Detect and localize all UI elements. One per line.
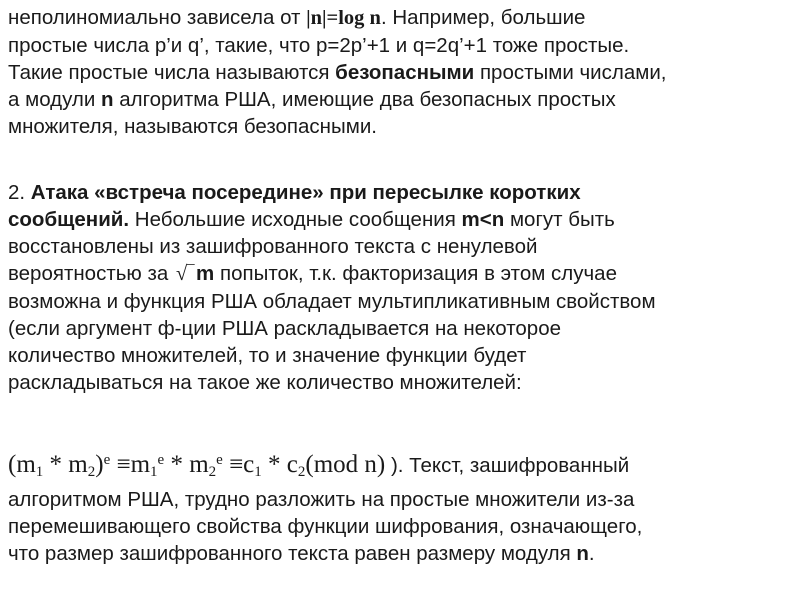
text-line — [8, 179, 794, 206]
text-line — [8, 540, 794, 567]
text-fragment: Небольшие исходные сообщения — [129, 208, 462, 231]
text-fragment: . — [588, 542, 595, 565]
text-fragment: перемешивающего свойства функции шифрования, означающего, — [8, 515, 643, 538]
text-line — [8, 342, 794, 369]
text-fragment: алгоритма РША, имеющие два безопасных простых — [113, 88, 616, 111]
text-fragment: простые числа p’и q’, такие, что p=2p’+1 и q=2q’+1 тоже простые. — [8, 34, 630, 57]
item-number: 2. — [8, 181, 31, 204]
text-line — [8, 233, 794, 260]
text-fragment: а модули — [8, 88, 102, 111]
text-line — [8, 4, 794, 32]
text-fragment: вероятностью за — [8, 262, 174, 285]
attack-heading: Атака «встреча посередине» при пересылке коротких — [30, 181, 581, 204]
text-fragment: попыток, т.к. факторизация в этом случае — [214, 262, 617, 285]
text-fragment: множителя, называются безопасными. — [8, 115, 377, 138]
text-fragment: возможна и функция РША обладает мультипликативным свойством — [8, 290, 656, 313]
variable-n: n — [576, 542, 589, 565]
text-fragment: что размер зашифрованного текста равен размеру модуля — [8, 542, 577, 565]
text-fragment: простыми числами, — [474, 61, 667, 84]
formula-m-less-n: m<n — [461, 208, 505, 231]
text-fragment: количество множителей, то и значение функции будет — [8, 344, 527, 367]
text-line — [8, 59, 794, 86]
text-line — [8, 32, 794, 59]
paragraph-meet-in-middle — [8, 179, 794, 396]
text-fragment: восстановлены из зашифрованного текста с ненулевой — [8, 235, 538, 258]
text-fragment: ). Текст, зашифрованный — [385, 454, 630, 477]
text-line — [8, 486, 794, 513]
multiplicative-formula: $(m_1 * m_2)^e \equiv m_1^e * m_2^e \equiv c_1 * c_2(mod$ n) — [8, 451, 386, 480]
attack-heading-end: сообщений. — [8, 208, 130, 231]
variable-n: n — [101, 88, 114, 111]
text-fragment: . Например, большие — [380, 6, 586, 29]
text-line — [8, 288, 794, 315]
text-line — [8, 513, 794, 540]
text-line — [8, 369, 794, 396]
formula-n-equals-log-n: |n|=log n — [306, 7, 381, 29]
text-fragment: неполиномиально зависела от — [8, 6, 307, 29]
text-fragment: (если аргумент ф-ции РША раскладывается на некоторое — [8, 317, 561, 340]
text-fragment: алгоритмом РША, трудно разложить на простые множители из-за — [8, 488, 635, 511]
text-fragment: могут быть — [504, 208, 615, 231]
term-safe: безопасными — [335, 61, 475, 84]
variable-m: m — [196, 262, 215, 285]
text-line — [8, 86, 794, 113]
text-line — [8, 315, 794, 342]
paragraph-safe-primes — [8, 4, 794, 140]
sqrt-symbol: √‾ — [175, 263, 195, 285]
paragraph-multiplicative — [8, 447, 794, 567]
text-line — [8, 260, 794, 288]
text-line — [8, 206, 794, 233]
text-fragment: раскладываться на такое же количество множителей: — [8, 371, 522, 394]
text-fragment: Такие простые числа называются — [8, 61, 336, 84]
text-line — [8, 447, 794, 486]
text-line — [8, 113, 794, 140]
